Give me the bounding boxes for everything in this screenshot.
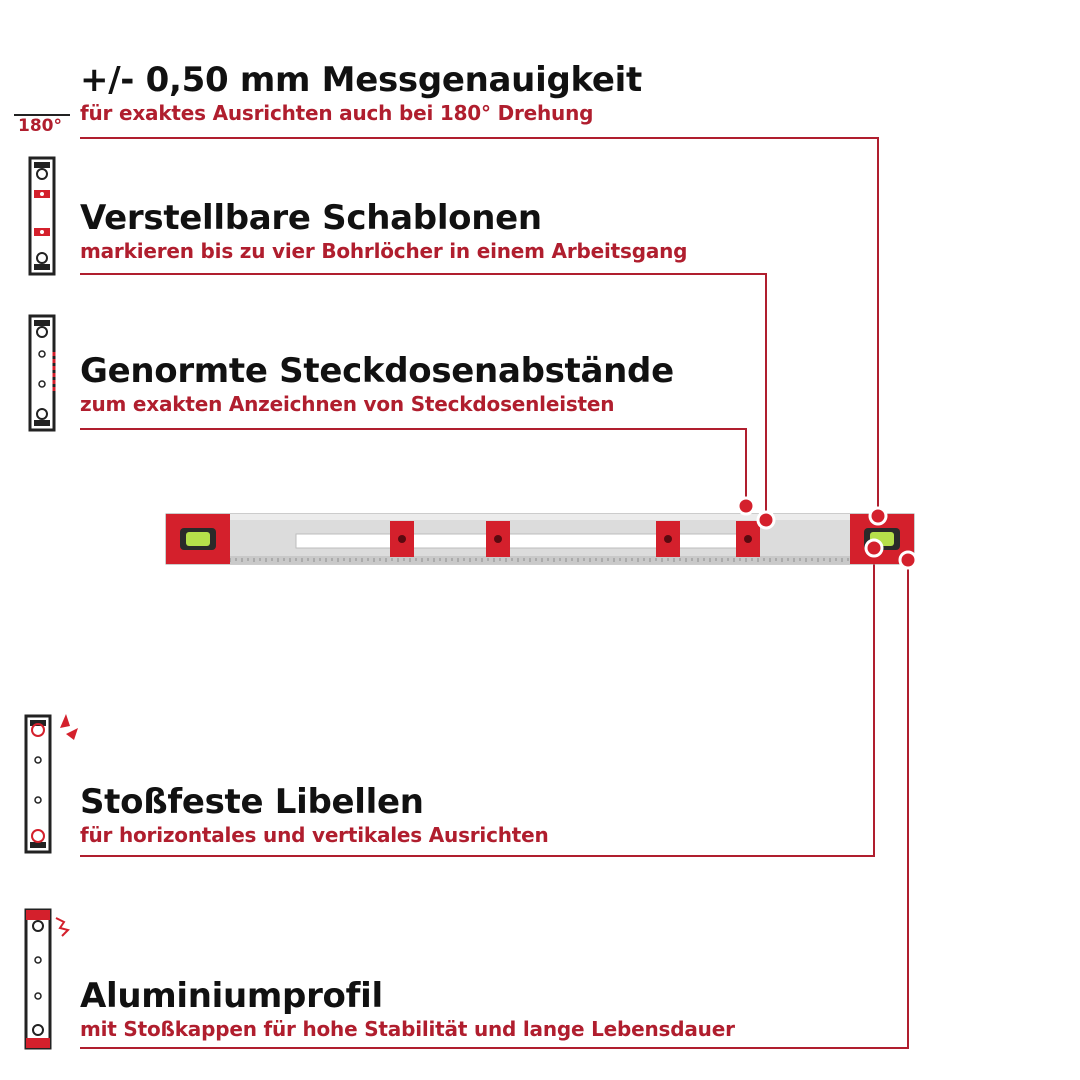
- level-window: [296, 534, 756, 548]
- connector-line-accuracy: [80, 138, 878, 516]
- level-aluminium-icon: [26, 910, 68, 1048]
- feature-accuracy: [80, 60, 642, 126]
- callout-dot-aluminium: [900, 552, 916, 568]
- level-templates-icon: [30, 158, 54, 274]
- feature-subtitle: zum exakten Anzeichnen von Steckdosenleisten: [80, 392, 615, 416]
- feature-title: Verstellbare Schablonen: [80, 198, 542, 238]
- level-shockproof-icon: [26, 714, 78, 852]
- feature-templates: [80, 198, 687, 264]
- spirit-level-product: [166, 514, 914, 564]
- callout-dot-templates: [758, 512, 774, 528]
- connector-line-sockets: [80, 429, 746, 506]
- feature-subtitle: für exaktes Ausrichten auch bei 180° Drehung: [80, 101, 594, 125]
- feature-subtitle: für horizontales und vertikales Ausrichten: [80, 823, 549, 847]
- feature-title: Stoßfeste Libellen: [80, 782, 424, 822]
- feature-subtitle: markieren bis zu vier Bohrlöcher in einem Arbeitsgang: [80, 239, 688, 263]
- feature-title: Genormte Steckdosenabstände: [80, 351, 674, 391]
- callout-dot-accuracy: [870, 508, 886, 524]
- feature-sockets: [80, 351, 674, 417]
- feature-subtitle: mit Stoßkappen für hohe Stabilität und lange Lebensdauer: [80, 1017, 735, 1041]
- rotation-180-icon: [14, 114, 70, 136]
- connector-lines: [80, 138, 908, 1048]
- callout-dot-sockets: [738, 498, 754, 514]
- rotation-label: 180°: [18, 116, 62, 136]
- feature-aluminium: [80, 976, 735, 1042]
- feature-title: Aluminiumprofil: [80, 976, 383, 1016]
- feature-title: +/- 0,50 mm Messgenauigkeit: [80, 60, 642, 100]
- level-top-edge: [166, 514, 914, 520]
- feature-vials: [80, 782, 549, 848]
- level-socket-spacing-icon: [30, 316, 54, 430]
- callout-dot-vials: [866, 540, 882, 556]
